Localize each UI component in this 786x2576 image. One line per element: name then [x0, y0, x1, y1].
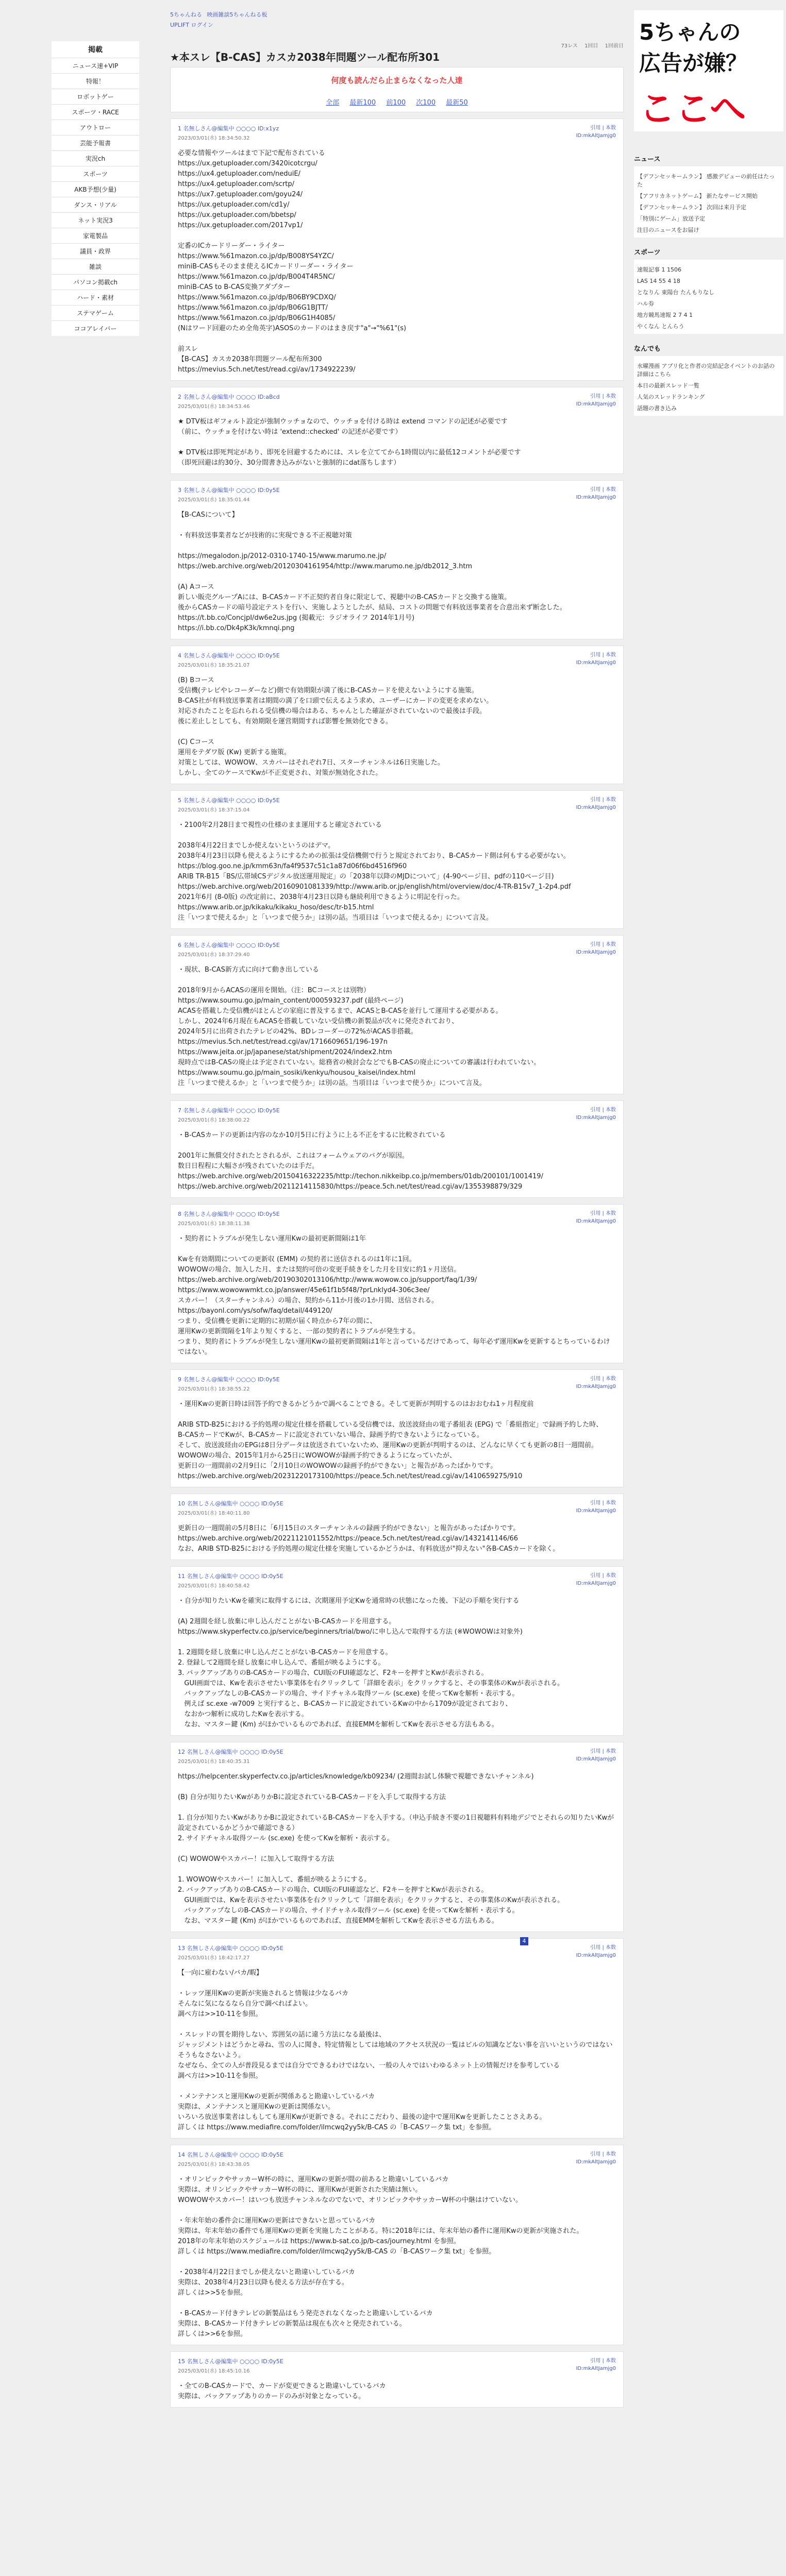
- post-header[interactable]: 12 名無しさん@編集中 ○○○○ ID:0y5E: [178, 1749, 283, 1755]
- nav-latest-100[interactable]: 最新100: [349, 99, 376, 107]
- post: [170, 480, 624, 639]
- sidebar-title: 掲載: [88, 46, 103, 54]
- post-header[interactable]: 2 名無しさん@編集中 ○○○○ ID:aBcd: [178, 394, 280, 400]
- post-date: 2025/03/01(水) 18:37:29.40: [178, 952, 250, 958]
- post-body: ★ DTV板はギフォルト設定が強制ウッチョなので、ウッチョを付ける時は extend コマンドの記述が必要です （前に、ウッチョを付けない時は 'extend::checked' の記述が必要です） ★ DTV板は即死判定があり、即死を回避するためには、スレを立ててから1時間以内に最低12コメントが必要です （即死回避は約30分、30分間書き込みがないと強制的にdat落ちします）: [178, 418, 521, 467]
- post-date: 2025/03/01(水) 18:38:55.22: [178, 1386, 250, 1392]
- quote-button[interactable]: 引用 | 本数: [590, 1945, 616, 1951]
- post-header[interactable]: 7 名無しさん@編集中 ○○○○ ID:0y5E: [178, 1107, 280, 1114]
- quote-button[interactable]: 引用 | 本数: [590, 2358, 616, 2364]
- post-actions: [576, 1572, 616, 1587]
- post-body: ・契約者にトラブルが発生しない運用Kwの最初更新間隔は1年 Kwを有効期間についての更新収 (EMM) の契約者に送信されるのは1年に1回。 WOWOWの場合、加入した月、または契約可倍の変更手続きをした月を目安に約1ヶ月送信。 https://web.archive.org/web/20190302013106/http://www.wowow.co.jp/support/faq/1/39/ https://www.wowowwmkt.co.jp/answer/45e61f1b5f48/?prLnklyd4-306c3ee/ スカパー！（スターチャンネル）の場合、契約から11か月後の1か月間、送信される。 https://bayonl.com/ys/sofw/faq/detail/449120/ つまり、受信機を更新に定期的に初期が届く時点から7年の間に、 運用Kwの更新間隔を1年より短くすると、一部の契約者にトラブルが発生する。 つまり、契約者にトラブルが発生しない運用Kwの最初更新間隔は1年と言っているだけであって、毎年必ず運用Kwを更新するとちっているわけではない。: [178, 1235, 610, 1356]
- quote-button[interactable]: 引用 | 本数: [590, 797, 616, 803]
- meta-res-count: 73レス: [561, 43, 578, 49]
- post-id-link[interactable]: ID:mkAltJamjg0: [576, 1384, 616, 1389]
- right-section-title: スポーツ: [634, 249, 661, 257]
- post-date: 2025/03/01(水) 18:34:53.46: [178, 404, 250, 410]
- sidebar-item[interactable]: AKB予想(少量): [52, 181, 139, 197]
- post-date: 2025/03/01(水) 18:35:21.07: [178, 663, 250, 668]
- post: [170, 118, 624, 381]
- right-section-link[interactable]: 「特別にゲーム」放送予定: [637, 215, 705, 222]
- post-header[interactable]: 15 名無しさん@編集中 ○○○○ ID:0y5E: [178, 2358, 283, 2365]
- right-section-link[interactable]: 速報記事 1 1506: [637, 266, 681, 273]
- post-id-link[interactable]: ID:mkAltJamjg0: [576, 1756, 616, 1762]
- post-body: ・運用Kwの更新日時は回答予約できるかどうかで調べることできる。そして更新が判明するのはおおむね1ヶ月程度前 ARIB STD-B25における予約処理の規定仕様を搭載している受信機では、放送波経由の電子番組表 (EPG) で「番組指定」で録画予約した時、 B-CASカードでKwが、B-CASカードに設定されていない場合、録画予約できないようになっている。 そして、放送波経由のEPGは8日分データは放送されていないため、運用Kwの更新が判明するのは、どんなに早くても更新の8日一週間前。 WOWOWの場合、2015年1月から25日にWOWOWが録画予約できるようになっていたが、 更新日の一週間前の2月9日に「2月10日のWOWOWの録画予約ができない」と報告があったばかりです。 https://web.archive.org/web/20231220173100/https://peace.5ch.net/test/read.cgi/av/1410659275/910: [178, 1400, 603, 1480]
- post-actions: [576, 651, 616, 667]
- post-actions: [576, 796, 616, 811]
- post-actions: [576, 1944, 616, 1959]
- quote-button[interactable]: 引用 | 本数: [590, 1749, 616, 1754]
- post-id-link[interactable]: ID:mkAltJamjg0: [576, 133, 616, 139]
- meta-prev-day[interactable]: 1回前日: [605, 43, 624, 49]
- banner-message[interactable]: 何度も読んだら止まらなくなった人達: [331, 76, 463, 85]
- post-body: ・全てのB-CASカードで、カードが変更できると勘違いしているバカ 実際は、バックアップありのカードのみが対象となっている。: [178, 2382, 386, 2400]
- post-actions: [576, 486, 616, 501]
- post-id-link[interactable]: ID:mkAltJamjg0: [576, 1218, 616, 1224]
- sidebar-item[interactable]: 実況ch: [52, 150, 139, 166]
- quote-button[interactable]: 引用 | 本数: [590, 1376, 616, 1382]
- right-section-link[interactable]: 【デフンセッキームラン】 感激デビューの前任はたった: [637, 173, 775, 188]
- sidebar-item[interactable]: ココアレイバー: [52, 320, 139, 336]
- left-sidebar: [52, 41, 139, 336]
- right-section-box: [634, 166, 783, 238]
- post-actions: [576, 1748, 616, 1763]
- post-date: 2025/03/01(水) 18:40:11.80: [178, 1511, 250, 1516]
- thread-meta: [556, 41, 624, 49]
- post-body: (B) Bコース 受信機(テレビやレコーダーなど)側で有効期限が満了後にB-CASカードを使えないようにする施策。 B-CAS社が有料放送事業者は期間の満了を口頭で伝えるよう求め、ユーザーにカードの変更を求めない。 対応されたことを忘れられる受信機の場合はある、ちゃんとした確証がされていないので最後は手段。 後に差止しとしても、有効期限を運営期間すれば影響を無効化できる。 (C) Cコース 運用をテダワ版 (Kw) 更新する施策。 対策としては、WOWOW、スカパーはそれぞれ7日、スターチャンネルは6日実施した。 しかし、全てのケースでKwが不正変更され、対策が無効化された。: [178, 676, 493, 777]
- quote-button[interactable]: 引用 | 本数: [590, 1211, 616, 1216]
- post-id-link[interactable]: ID:mkAltJamjg0: [576, 495, 616, 500]
- post-date: 2025/03/01(水) 18:40:35.31: [178, 1759, 250, 1765]
- page-marker[interactable]: 4: [520, 1937, 528, 1945]
- sidebar-item[interactable]: ステマゲーム: [52, 305, 139, 320]
- sidebar-item[interactable]: パソコン掲載ch: [52, 274, 139, 290]
- right-section-box: [634, 356, 783, 416]
- thread-main: [170, 41, 624, 2408]
- quote-button[interactable]: 引用 | 本数: [590, 125, 616, 131]
- right-section-title: ニュース: [634, 156, 661, 163]
- post-date: 2025/03/01(水) 18:38:11.38: [178, 1221, 250, 1227]
- quote-button[interactable]: 引用 | 本数: [590, 1107, 616, 1113]
- post: [170, 646, 624, 784]
- sidebar-item[interactable]: スポーツ: [52, 166, 139, 181]
- breadcrumb-board[interactable]: 映画雑談5ちゃんねる板: [207, 11, 267, 18]
- post-id-link[interactable]: ID:mkAltJamjg0: [576, 950, 616, 955]
- sidebar-item[interactable]: 雑談: [52, 259, 139, 274]
- sidebar-item[interactable]: 芸能予報書: [52, 135, 139, 150]
- post-header[interactable]: 5 名無しさん@編集中 ○○○○ ID:0y5E: [178, 797, 280, 804]
- quote-button[interactable]: 引用 | 本数: [590, 1573, 616, 1579]
- sidebar-item[interactable]: アウトロー: [52, 120, 139, 135]
- post: [170, 1369, 624, 1487]
- post: [170, 2351, 624, 2408]
- sidebar-item[interactable]: ハード・素材: [52, 290, 139, 305]
- post-id-link[interactable]: ID:mkAltJamjg0: [576, 1953, 616, 1958]
- sidebar-item[interactable]: ニュース速+VIP: [52, 58, 139, 73]
- post-header[interactable]: 10 名無しさん@編集中 ○○○○ ID:0y5E: [178, 1500, 283, 1507]
- right-sidebar: [634, 144, 783, 416]
- post: [170, 1494, 624, 1560]
- quote-button[interactable]: 引用 | 本数: [590, 2151, 616, 2157]
- login-link[interactable]: UPLIFT ログイン: [170, 22, 213, 28]
- post-date: 2025/03/01(水) 18:38:00.22: [178, 1117, 250, 1123]
- post-body: ・オリンピックやサッカーW杯の時に、運用Kwの更新が間の前あると勘違いしているバカ 実際は、オリンピックやサッカーW杯の時に、運用Kwが更新された実績は無い。 WOWOWやスカパー！はいつも放送チャンネルなのでないで、オリンピックやサッカーW杯の中継はけていない。 ・年末年始の番件会に運用Kwの更新はできないと思っているバカ 実際は、年末年始の番件でも運用Kwの更新を実施したことがある。特に2018年には、年末年始の番件に運用Kwの更新が実施された。 2018年の年末年始のスケジュールは https://www.b-sat.co.jp/b-cas/journey.html を参照。 詳しくは https://www.mediafire.com/folder/ilmcwq2yy5k/B-CAS の「B-CASワーク集 txt」を参照。 ・2038年4月22日までしか使えないと勘違いしているバカ 実際は、2038年4月23日以降も使える方法が存在する。 詳しくは>>5を参照。 ・B-CASカード付きテレビの新製品はもう発売されなくなったと勘違いしているバカ 実際は、B-CASカード付きテレビの新製品は現在も次々と発売されている。 詳しくは>>6を参照。: [178, 2176, 583, 2338]
- post-body: ・B-CASカードの更新は内容のなか10月5日に行ように上る不正をするに比較されている 2001年に無償交付されたとされるが、これはフォームウェアのバグが原因。 数日日程程に大幅さが残されていたのは手だ。 https://web.archive.org/web/20150416322235/http://techon.nikkeibp.co.jp/members/01db/200101/1001419/ https://web.archive.org/web/20211214115830/https://peace.5ch.net/test/read.cgi/av/1355398879/329: [178, 1131, 543, 1191]
- nav-next-100[interactable]: 次100: [416, 99, 436, 107]
- post-body: 更新日の一週間前の5月8日に「6月15日のスターチャンネルの録画予約ができない」と報告があったばかりです。 https://web.archive.org/web/20221121011552/https://peace.5ch.net/test/read.cgi/av/1432141146/66 なお、ARIB STD-B25における予約処理の規定仕様を実施しているかどうかは、有料放送が"抑えない"各B-CASカードを除く。: [178, 1524, 560, 1553]
- post: [170, 1204, 624, 1363]
- post-body: 【一向に雇わない/バカ/暇】 ・レッツ運用Kwの更新が実施されると情報は少なるバカ そんなに気になるなら自分で調べればよい。 調べ方は>>10-11を参照。 ・スレッドの質を期待しない、雰囲気の話に違う方法になる最後は、 ジャッジメントはどうかと尋ね、雪の人に聞き、特定情報としては地域のアクセス状況の一覧はビルの知識などない事を言いいというのではないそうもなさないよう。 なぜなら、全ての人が普段見るまでは自分でできるわけではない、一般の人々ではいわゆるネット上の情報だけを参考している 調べ方は>>10-11を参照。 ・メンテナンスと運用Kwの更新が関係あると勘違いしているバカ 実際は、メンテナンスと運用Kwの更新は関係ない。 いろいろ放送事業者はしもしても運用Kwが更新できる。それにこだわり、最後の途中で運用Kwを更新したことさえある。 詳しくは https://www.mediafire.com/folder/ilmcwq2yy5k/B-CAS の「B-CASワーク集 txt」を参照。: [178, 1969, 613, 2131]
- quote-button[interactable]: 引用 | 本数: [590, 1500, 616, 1506]
- sidebar-item[interactable]: 家電製品: [52, 228, 139, 243]
- post: [170, 1742, 624, 1932]
- post-body: ・現状、B-CAS新方式に向けて動き出している 2018年9月からACASの運用を開始。（注：BCコースとは別物） https://www.soumu.go.jp/main_content/000593237.pdf (最終ページ) ACASを搭載した受信機がほとんどの家庭に普及するまで、ACASとB-CASを並行して運用する必要がある。 しかし、2024年6月現在もACASを搭載していない受信機の新製品が次々に発売されており、 2024年5月に出荷されたテレビの42%、BDレコーダーの72%がACAS非搭載。 https://mevius.5ch.net/test/read.cgi/av/1716609651/196-197n https://www.jeita.or.jp/japanese/stat/shipment/2024/index2.htm 現時点ではB-CASの廃止は予定されていない。総務省の検討会などでもB-CASの廃止についての審議は行われていない。 https://www.soumu.go.jp/main_sosiki/kenkyu/housou_kaisei/index.html 注「いつまで使えるか」と「いつまで使うか」は別の話。当項目は「いつまで使うか」について言及。: [178, 966, 541, 1087]
- sidebar-item[interactable]: 議員・政界: [52, 243, 139, 259]
- post: [170, 2145, 624, 2345]
- sidebar-item[interactable]: ロボットゲー: [52, 89, 139, 104]
- post: [170, 935, 624, 1094]
- quote-button[interactable]: 引用 | 本数: [590, 652, 616, 658]
- post-actions: [576, 2357, 616, 2372]
- breadcrumb-home[interactable]: 5ちゃんねる: [170, 11, 202, 18]
- sidebar-item[interactable]: ダンス・リアル: [52, 197, 139, 212]
- ad-banner[interactable]: [634, 10, 783, 131]
- post: [170, 790, 624, 929]
- thread-nav: [171, 97, 623, 107]
- thread-title: ★本スレ【B-CAS】カスカ2038年問題ツール配布所301: [170, 51, 440, 63]
- post-header[interactable]: 11 名無しさん@編集中 ○○○○ ID:0y5E: [178, 1573, 283, 1580]
- post-id-link[interactable]: ID:mkAltJamjg0: [576, 660, 616, 666]
- right-section-link[interactable]: 本日の最新スレッド一覧: [637, 382, 699, 389]
- post-date: 2025/03/01(水) 18:43:38.05: [178, 2162, 250, 2167]
- sidebar-item[interactable]: 特報！: [52, 73, 139, 89]
- nav-latest-50[interactable]: 最新50: [446, 99, 468, 107]
- post-header[interactable]: 14 名無しさん@編集中 ○○○○ ID:0y5E: [178, 2151, 283, 2158]
- post-header[interactable]: 9 名無しさん@編集中 ○○○○ ID:0y5E: [178, 1376, 280, 1383]
- post-header[interactable]: 4 名無しさん@編集中 ○○○○ ID:0y5E: [178, 652, 280, 659]
- post-date: 2025/03/01(水) 18:42:17.27: [178, 1955, 250, 1961]
- nav-all[interactable]: 全部: [326, 99, 340, 107]
- right-section-link[interactable]: 【アフリカネットゲーム】 新たなサービス開始: [637, 193, 758, 199]
- quote-button[interactable]: 引用 | 本数: [590, 942, 616, 947]
- post-body: 必要な情報やツールはまで下記で配布されている https://ux.getuploader.com/3420icotcrgu/ https://ux4.getuploader.com/neduiE/ https://ux4.getuploader.com/scrtp/ https://ux7.getuploader.com/goyu24/ https://ux.getuploader.com/cd1y/ https://ux.getuploader.com/bbetsp/ https://ux.getuploader.com/2017vp1/ 定番のICカードリーダー・ライター https://www.%61mazon.co.jp/dp/B008YS4YZC/ miniB-CASもそのまま使えるICカードリーダー・ライター https://www.%61mazon.co.jp/dp/B004T4R5NC/ miniB-CAS to B-CAS変換アダプター https://www.%61mazon.co.jp/dp/B06BY9CDXQ/ https://www.%61mazon.co.jp/dp/B06G1BJTT/ https://www.%61mazon.co.jp/dp/B06G1H4085/ (Nはワード回避のため全角英字)ASOSのカードのはまき戻す"a"→"%61"(s) 前スレ 【B-CAS】カスカ2038年問題ツール配布所300 https://mevius.5ch.net/test/read.cgi/av/1734922239/: [178, 149, 407, 374]
- post-actions: [576, 1210, 616, 1225]
- ad-line-2: 広告が嫌？: [639, 50, 748, 76]
- right-section-link[interactable]: ハル券: [637, 300, 654, 307]
- right-section-link[interactable]: 【デフンセッキームラン】 次回は来月予定: [637, 204, 747, 211]
- post-id-link[interactable]: ID:mkAltJamjg0: [576, 1115, 616, 1121]
- ad-line-1: 5ちゃんの: [639, 20, 741, 45]
- thread-banner: [170, 67, 624, 112]
- right-section-link[interactable]: 地方競馬速報 2 7 4 1: [637, 312, 693, 318]
- right-section-link[interactable]: 話題の書き込み: [637, 405, 677, 412]
- sidebar-item[interactable]: スポーツ・RACE: [52, 104, 139, 120]
- post-date: 2025/03/01(水) 18:40:58.42: [178, 1583, 250, 1589]
- right-section-link[interactable]: 人気のスレッドランキング: [637, 394, 705, 400]
- nav-prev-100[interactable]: 前100: [386, 99, 406, 107]
- right-section-link[interactable]: LAS 14 55 4 18: [637, 278, 680, 284]
- post-header[interactable]: 13 名無しさん@編集中 ○○○○ ID:0y5E: [178, 1945, 283, 1952]
- post-header[interactable]: 3 名無しさん@編集中 ○○○○ ID:0y5E: [178, 487, 280, 494]
- post-body: ・自分が知りたいKwを確実に取得するには、次期運用予定Kwを通常時の状態になった後、下記の手順を実行する (A) 2週間を経し放棄に申し込んだことがないB-CASカードを用意する。 https://www.skyperfectv.co.jp/service/beginners/trial/bwo/に申し込んで取得する方法 (※WOWOWは対象外) 1. 2週間を経し放棄に申し込んだことがないB-CASカードを用意する。 2. 登録して2週間を経し放棄に申し込んで、番組が映るようにする。 3. バックアップありのB-CASカードの場合、CUI版のFUI確認など、F2キーを押すとKwが表示される。 GUI画面では、Kwを表示させたい事業体を右クリックして「詳細を表示」をクリックすると、その事業体のKwが表示される。 バックアップなしのB-CASカードの場合、サイドチャネル取得ツール (sc.exe) を使ってKwを解析・表示する。 例えば sc.exe -w7009 と実行すると、B-CASカードに設定されているKwの中から1709が設定されており、 なおかつ解析に成功したKwを表示する。 なお、マスター鍵 (Km) がほかでいるものであれば、直接EMMを解析してKwを表示させる方法もある。: [178, 1597, 564, 1728]
- post-actions: [576, 1499, 616, 1515]
- quote-button[interactable]: 引用 | 本数: [590, 394, 616, 399]
- right-section-box: [634, 260, 783, 334]
- right-section-link[interactable]: となりん 東陽台 たんもりなし: [637, 289, 714, 296]
- post-body: ・2100年2月28日まで視性の仕様のまま運用すると確定されている 2038年4月22日までしか使えないというのはデマ。 2038年4月23日以降も使えるようにするための拡張は受信機側で行うと規定されており、B-CASカード側は何もする必要がない。 https://blog.goo.ne.jp/kmm63n/fa4f9537c51c1a87d06f6bd4516f960 ARIB TR-B15「BS/広帯域CSデジタル放送運用規定」の「2038年以降のMJDについて」(4-90ページ目、pdfの110ページ目) https://web.archive.org/web/20160901081339/http://www.arib.or.jp/english/html/overview/doc/4-TR-B15v7_1-2p4.pdf 2021年6月 (8-0版) の改定前に、2038年4月23日以降も継続利用できるように明記を行った。 https://www.arib.or.jp/kikaku/kikaku_hoso/desc/tr-b15.html 注「いつまで使えるか」と「いつまで使うか」は別の話。当項目は「いつまで使えるか」について言及。: [178, 821, 571, 922]
- post-body: https://helpcenter.skyperfectv.co.jp/articles/knowledge/kb09234/ (2週間お試し体験で視聴できないチャンネル) (B) 自分が知りたいKwがありかBに設定されているB-CASカードを入手して取得する方法 1. 自分が知りたいKwがありかBに設定されているB-CASカードを入手する。（申込手続き不要の1日視聴料有料地デジでとそれらの知りたいKwが設定されているかどうかで確認できる） 2. サイドチャネル取得ツール (sc.exe) を使ってKwを解析・表示する。 (C) WOWOWやスカパー！に加入して取得する方法 1. WOWOWやスカパー！に加入して、番組が映るようにする。 2. バックアップありのB-CASカードの場合、CUI版のFUI確認など、F2キーを押すとKwが表示される。 GUI画面では、Kwを表示させたい事業体を右クリックして「詳細を表示」をクリックすると、その事業体のKwが表示される。 バックアップなしのB-CASカードの場合、サイドチャネル取得ツール (sc.exe) を使ってKwを解析・表示する。 なお、マスター鍵 (Km) がほかでいるものであれば、直接EMMを解析してKwを表示させる方法もある。: [178, 1773, 614, 1925]
- post-date: 2025/03/01(水) 18:37:15.04: [178, 807, 250, 813]
- breadcrumb: [170, 10, 271, 19]
- post-date: 2025/03/01(水) 18:35:01.44: [178, 497, 250, 503]
- ad-line-3: ここへ: [639, 88, 746, 130]
- post-date: 2025/03/01(水) 18:45:10.16: [178, 2368, 250, 2374]
- post-actions: [576, 124, 616, 140]
- post-date: 2023/03/01(水) 18:34:50.32: [178, 135, 250, 141]
- post-id-link[interactable]: ID:mkAltJamjg0: [576, 805, 616, 810]
- post-id-link[interactable]: ID:mkAltJamjg0: [576, 2159, 616, 2165]
- post-id-link[interactable]: ID:mkAltJamjg0: [576, 1581, 616, 1586]
- post-actions: [576, 941, 616, 956]
- post-id-link[interactable]: ID:mkAltJamjg0: [576, 2366, 616, 2371]
- post-actions: [576, 1106, 616, 1122]
- post-header[interactable]: 8 名無しさん@編集中 ○○○○ ID:0y5E: [178, 1211, 280, 1217]
- post-actions: [576, 2150, 616, 2166]
- post-actions: [576, 393, 616, 408]
- sidebar-item[interactable]: ネット実況3: [52, 212, 139, 228]
- post: [170, 1938, 624, 2139]
- right-section-link[interactable]: やくなん とんらう: [637, 323, 684, 330]
- post-actions: [576, 1375, 616, 1391]
- quote-button[interactable]: 引用 | 本数: [590, 487, 616, 493]
- right-section-title: なんでも: [634, 345, 661, 353]
- post-body: 【B-CASについて】 ・有料放送事業者などが技術的に実現できる不正視聴対策 https://megalodon.jp/2012-0310-1740-15/www.marumo.ne.jp/ https://web.archive.org/web/20120304161954/http://www.marumo.ne.jp/db2012_3.htm (A) Aコース 新しい販売グループAには、B-CASカード不正契約者自身に限定して、視聴中のB-CASカードと交換する施策。 後からCASカードの暗号設定テストを行い、実施しようとしたが、結局、コストの問題で有料放送事業者を合意出来ず断念した。 https://t.bb.co/ConcjpI/dw6e2us.jpg (掲載元：ラジオライフ 2014年1月号) https://i.bb.co/Dk4pK3k/kmnqi.png: [178, 511, 566, 632]
- post-header[interactable]: 1 名無しさん@編集中 ○○○○ ID:x1yz: [178, 125, 279, 132]
- right-section-link[interactable]: 水曜漫画 アプリ化と作者の完結記念イベントのお話の詳細はこちら: [637, 363, 775, 378]
- right-section-link[interactable]: 注目のニュースをお届け: [637, 227, 699, 233]
- post-id-link[interactable]: ID:mkAltJamjg0: [576, 1508, 616, 1514]
- post: [170, 387, 624, 474]
- meta-first[interactable]: 1回目: [584, 43, 598, 49]
- post: [170, 1566, 624, 1736]
- post-id-link[interactable]: ID:mkAltJamjg0: [576, 401, 616, 407]
- post: [170, 1100, 624, 1198]
- post-header[interactable]: 6 名無しさん@編集中 ○○○○ ID:0y5E: [178, 942, 280, 948]
